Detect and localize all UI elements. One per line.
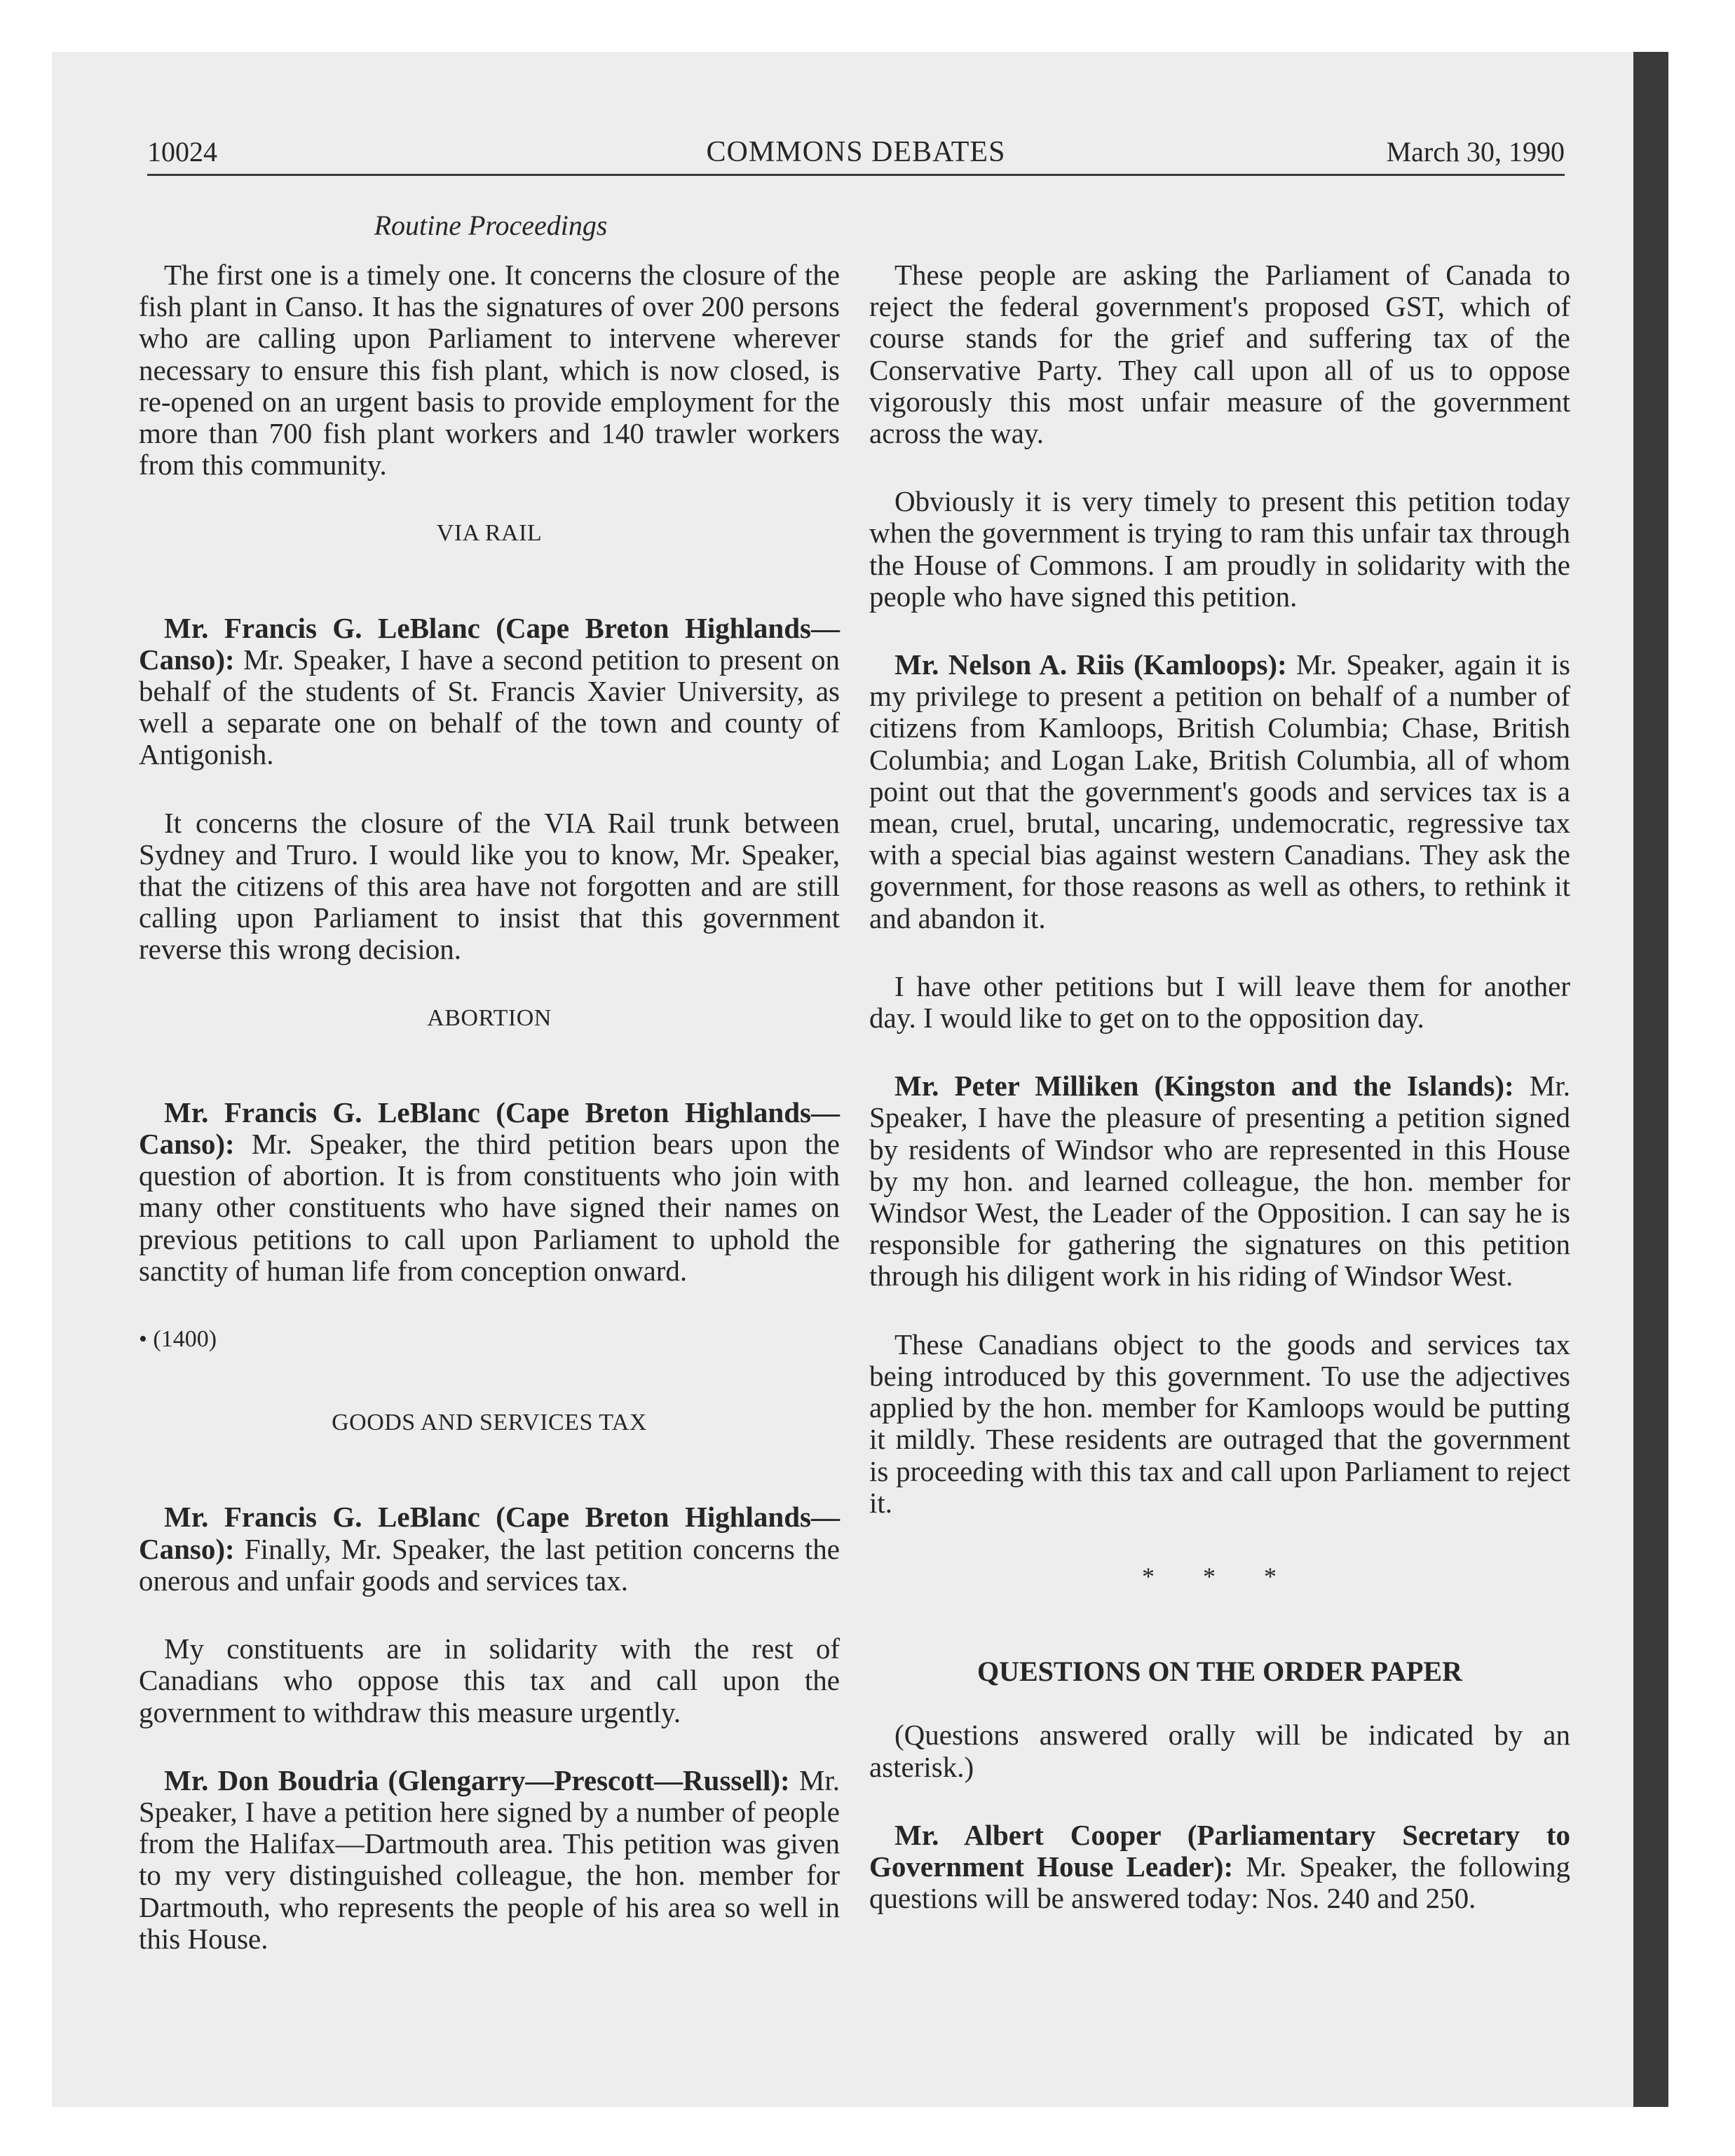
paragraph bbox=[869, 1070, 1570, 1292]
speech-text: Mr. Speaker, the following questions will be answered today: Nos. 240 and 250. bbox=[869, 1850, 1571, 1915]
paragraph: It concerns the closure of the VIA Rail trunk between Sydney and Truro. I would like you to know, Mr. Speaker, that the citizens of this area have not forgotten and are still calling upon Parliament to insist that this government reverse this wrong decision. bbox=[139, 806, 840, 966]
page-number: 10024 bbox=[147, 136, 217, 168]
paragraph: My constituents are in solidarity with the rest of Canadians who oppose this tax and call upon the government to withdraw this measure urgently. bbox=[139, 1632, 840, 1728]
speech-text: Mr. Speaker, I have a petition here signed by a number of people from the Halifax—Dartmouth area. This petition was given to my very distinguished colleague, the hon. member for Dartmouth, who represents the people of his area so well in this House. bbox=[139, 1763, 840, 1955]
header-rule bbox=[147, 174, 1565, 176]
left-column bbox=[139, 259, 840, 1991]
speaker-name: Mr. Nelson A. Riis (Kamloops): bbox=[894, 648, 1287, 681]
subheading-via-rail: VIA RAIL bbox=[436, 520, 543, 547]
speech-text: Mr. Speaker, I have a second petition to present on behalf of the students of St. Francis Xavier University, as well a separate one on behalf of the town and county of Antigonish. bbox=[139, 643, 840, 771]
right-column bbox=[869, 259, 1570, 1951]
paragraph bbox=[869, 649, 1570, 934]
paragraph: These people are asking the Parliament of Canada to reject the federal government's proposed GST, which of course stands for the grief and suffering tax of the Conservative Party. They call upon all of us to oppose vigorously this most unfair measure of the government across the way. bbox=[869, 259, 1570, 450]
speaker-name: Mr. Francis G. LeBlanc (Cape Breton Highlands—Canso): bbox=[139, 1096, 840, 1161]
page-header bbox=[147, 137, 1565, 179]
publication-title: COMMONS DEBATES bbox=[706, 136, 1006, 168]
speaker-name: Mr. Francis G. LeBlanc (Cape Breton Highlands—Canso): bbox=[139, 611, 840, 676]
paragraph bbox=[139, 1097, 840, 1287]
page-date: March 30, 1990 bbox=[1386, 136, 1565, 168]
paragraph bbox=[139, 1765, 840, 1955]
speaker-name: Mr. Albert Cooper (Parliamentary Secretary to Government House Leader): bbox=[869, 1818, 1570, 1883]
timestamp-marker: • (1400) bbox=[139, 1326, 217, 1353]
paragraph: The first one is a timely one. It concerns the closure of the fish plant in Canso. It has the signatures of over 200 persons who are calling upon Parliament to intervene wherever necessary to ensure this fish plant, which is now closed, is re-opened on an urgent basis to provide employment for the more than 700 fish plant workers and 140 trawler workers from this community. bbox=[139, 259, 840, 482]
paragraph: (Questions answered orally will be indicated by an asterisk.) bbox=[869, 1719, 1570, 1783]
speaker-name: Mr. Peter Milliken (Kingston and the Islands): bbox=[894, 1070, 1514, 1103]
speech-text: Finally, Mr. Speaker, the last petition concerns the onerous and unfair goods and services tax. bbox=[139, 1532, 840, 1597]
speaker-name: Mr. Francis G. LeBlanc (Cape Breton Highlands—Canso): bbox=[139, 1501, 840, 1565]
scan-edge-shadow bbox=[1633, 52, 1668, 2107]
paragraph bbox=[139, 1501, 840, 1597]
speaker-name: Mr. Don Boudria (Glengarry—Prescott—Russell): bbox=[164, 1763, 790, 1796]
section-title: QUESTIONS ON THE ORDER PAPER bbox=[977, 1656, 1462, 1688]
paragraph: These Canadians object to the goods and services tax being introduced by this government. To use the adjectives applied by the hon. member for Kamloops would be putting it mildly. These residents are outraged that the government is proceeding with this tax and call upon Parliament to reject it. bbox=[869, 1328, 1570, 1519]
speech-text: Mr. Speaker, I have the pleasure of presenting a petition signed by residents of Windsor who are represented in this House by my hon. and learned colleague, the hon. member for Windsor West, the Leader of the Opposition. I can say he is responsible for gathering the signatures on this petition through his diligent work in his riding of Windsor West. bbox=[869, 1070, 1570, 1292]
subheading-gst: GOODS AND SERVICES TAX bbox=[332, 1410, 647, 1436]
speech-text: Mr. Speaker, again it is my privilege to present a petition on behalf of a number of citizens from Kamloops, British Columbia; Chase, British Columbia; and Logan Lake, British Columbia, all of whom point out that the government's goods and services tax is a mean, cruel, brutal, uncaring, undemocratic, regressive tax with a special bias against western Canadians. They ask the government, for those reasons as well as others, to rethink it and abandon it. bbox=[869, 648, 1570, 934]
paragraph bbox=[139, 613, 840, 771]
subheading-abortion: ABORTION bbox=[427, 1004, 552, 1031]
running-head: Routine Proceedings bbox=[374, 210, 608, 241]
paragraph: Obviously it is very timely to present this petition today when the government is trying to ram this unfair tax through the House of Commons. I am proudly in solidarity with the people who have signed this petition. bbox=[869, 485, 1570, 613]
speech-text: Mr. Speaker, the third petition bears upon the question of abortion. It is from constituents who join with many other constituents who have signed their names on previous petitions to call upon Parliament to uphold the sanctity of human life from conception onward. bbox=[139, 1128, 840, 1287]
section-separator: * * * bbox=[1142, 1562, 1298, 1590]
paragraph: I have other petitions but I will leave them for another day. I would like to get on to the opposition day. bbox=[869, 969, 1570, 1035]
paragraph bbox=[869, 1820, 1570, 1915]
